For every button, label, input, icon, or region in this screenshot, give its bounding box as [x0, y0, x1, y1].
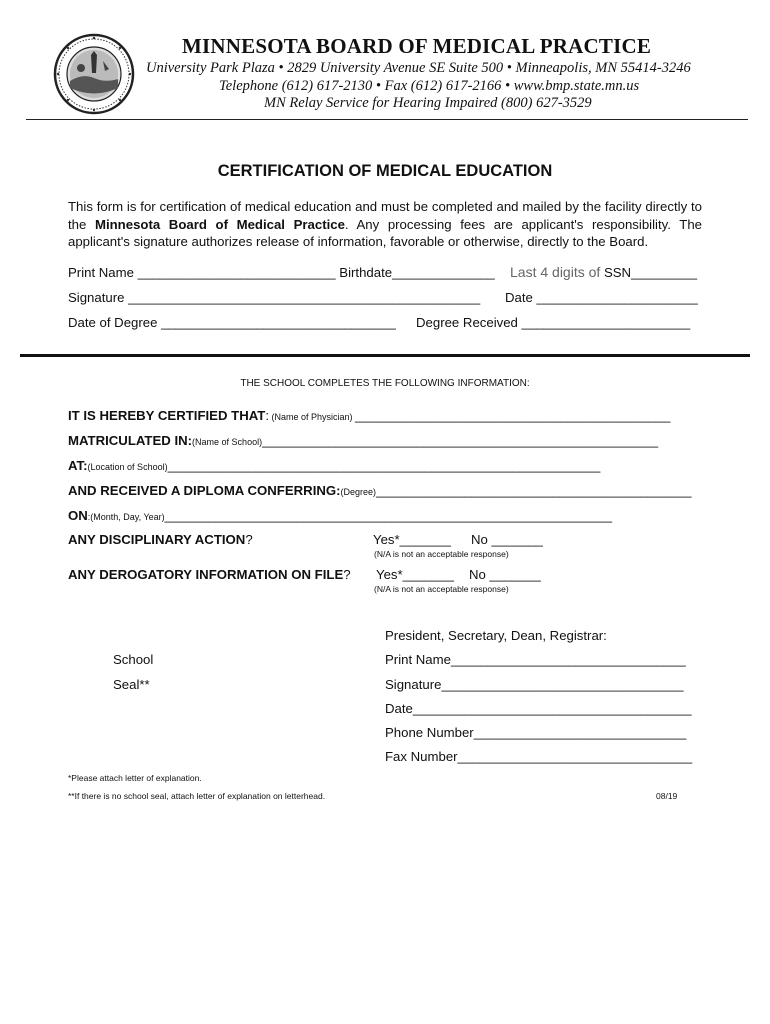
certified-hint: (Name of Physician): [269, 412, 356, 422]
diploma-date-field[interactable]: [68, 508, 612, 523]
degree-received-field[interactable]: Degree Received _______________________: [416, 315, 691, 330]
official-phone-field[interactable]: Phone Number_____________________________: [385, 725, 687, 740]
disciplinary-yes-field[interactable]: Yes*_______: [373, 532, 451, 547]
diploma-label: AND RECEIVED A DIPLOMA CONFERRING:: [68, 483, 341, 498]
on-label: ON: [68, 508, 88, 523]
certified-line: ___________________________________________: [355, 408, 671, 423]
derogatory-na-note: (N/A is not an acceptable response): [374, 584, 509, 594]
school-section-heading: THE SCHOOL COMPLETES THE FOLLOWING INFORMATION:: [240, 378, 530, 389]
form-title: CERTIFICATION OF MEDICAL EDUCATION: [217, 162, 553, 180]
disciplinary-qmark: ?: [245, 532, 253, 547]
footnote-explanation: *Please attach letter of explanation.: [68, 773, 202, 783]
contact-line: Telephone (612) 617-2130 • Fax (612) 617-2166 • www.bmp.state.mn.us: [219, 78, 640, 94]
derogatory-yes-field[interactable]: Yes*_______: [376, 567, 454, 582]
relay-service-line: MN Relay Service for Hearing Impaired (800) 627-3529: [264, 95, 592, 111]
diploma-hint: (Degree): [340, 487, 377, 497]
applicant-date-field[interactable]: Date ______________________: [505, 290, 698, 305]
print-name-birthdate-field[interactable]: Print Name ___________________________ Birthdate______________: [68, 265, 495, 280]
disciplinary-na-note: (N/A is not an acceptable response): [374, 549, 509, 559]
section-divider: [20, 354, 750, 357]
certified-physician-field[interactable]: [68, 408, 670, 423]
certified-colon: :: [265, 408, 270, 423]
derogatory-qmark: ?: [343, 567, 351, 582]
organization-name: MINNESOTA BOARD OF MEDICAL PRACTICE: [182, 34, 652, 58]
at-label: AT:: [68, 458, 88, 473]
on-line: _____________________________________________________________: [164, 508, 613, 523]
ssn-field[interactable]: [510, 264, 697, 280]
matriculated-school-field[interactable]: [68, 433, 658, 448]
intro-text-a: This form is for certification of medical education and must be completed and mailed by the facility directly to the: [68, 199, 702, 232]
ssn-hint: Last 4 digits of: [510, 264, 601, 280]
form-version: 08/19: [656, 791, 678, 801]
address-line: University Park Plaza • 2829 University Avenue SE Suite 500 • Minneapolis, MN 55414-3246: [146, 60, 691, 76]
at-line: ___________________________________________________________: [167, 458, 601, 473]
header-divider: [26, 119, 748, 120]
official-signature-field[interactable]: Signature_________________________________: [385, 677, 684, 692]
state-seal-logo: [53, 33, 135, 115]
official-date-field[interactable]: Date______________________________________: [385, 701, 692, 716]
ssn-label: SSN_________: [600, 265, 698, 280]
derogatory-no-field[interactable]: No _______: [469, 567, 541, 582]
certified-label: IT IS HEREBY CERTIFIED THAT: [68, 408, 266, 423]
disciplinary-no-field[interactable]: No _______: [471, 532, 543, 547]
applicant-signature-field[interactable]: Signature ________________________________________________: [68, 290, 481, 305]
school-seal-label-seal: Seal**: [113, 677, 150, 692]
matriculated-label: MATRICULATED IN:: [68, 433, 193, 448]
intro-text-b: . Any processing fees are applicant's responsibility. The applicant's signature authorizes release of information, favorable or otherwise, directly to the Board.: [68, 216, 703, 249]
matriculated-hint: (Name of School): [192, 437, 263, 447]
date-of-degree-field[interactable]: Date of Degree ________________________________: [68, 315, 396, 330]
intro-paragraph: [68, 198, 702, 251]
derogatory-info-question: [68, 567, 351, 582]
intro-board-name: Minnesota Board of Medical Practice: [94, 216, 345, 232]
school-location-field[interactable]: [68, 458, 600, 473]
at-hint: (Location of School): [87, 462, 168, 472]
school-seal-label-school: School: [113, 652, 154, 667]
disciplinary-label: ANY DISCIPLINARY ACTION: [68, 532, 246, 547]
on-hint: :(Month, Day, Year): [87, 512, 165, 522]
matriculated-line: ______________________________________________________: [262, 433, 659, 448]
official-title-label: President, Secretary, Dean, Registrar:: [385, 628, 607, 643]
derogatory-label: ANY DEROGATORY INFORMATION ON FILE: [68, 567, 344, 582]
footnote-no-seal: **If there is no school seal, attach letter of explanation on letterhead.: [68, 791, 326, 801]
diploma-degree-field[interactable]: [68, 483, 691, 498]
disciplinary-action-question: [68, 532, 253, 547]
diploma-line: ___________________________________________: [376, 483, 692, 498]
official-print-name-field[interactable]: Print Name________________________________: [385, 652, 686, 667]
official-fax-field[interactable]: Fax Number________________________________: [385, 749, 693, 764]
